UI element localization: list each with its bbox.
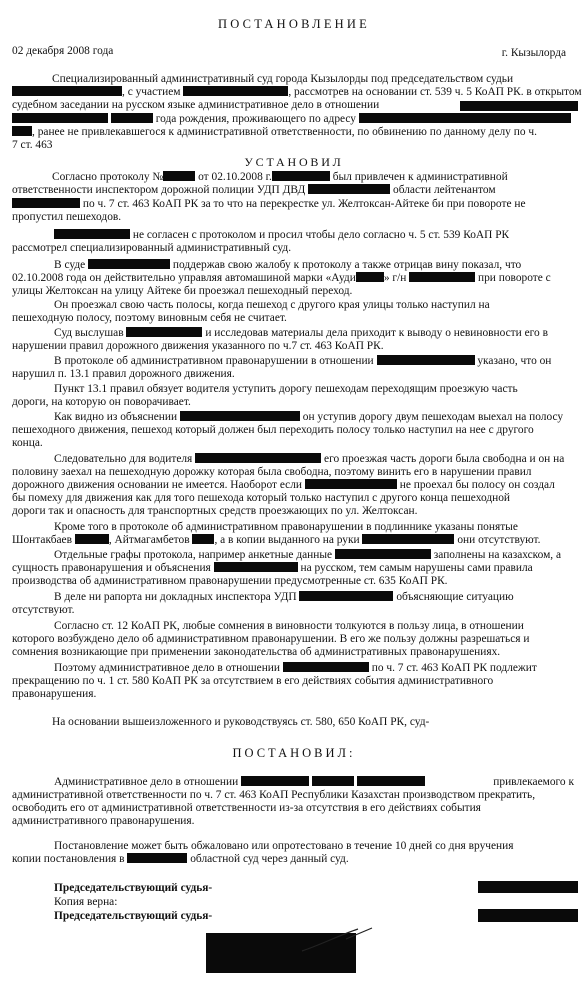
paragraph-line: дороги так и опасность для транспортных средств проезжающих по ул. Желтоксан. [12,505,418,517]
redaction-bar [299,591,393,601]
document-title: ПОСТАНОВЛЕНИЕ [218,17,370,31]
paragraph-line: рассмотрел специализированный административный суд. [12,242,292,254]
paragraph-line: копии постановления в областной суд через данный суд. [12,853,349,865]
redaction-bar [283,662,369,672]
redaction-bar [241,776,309,786]
redaction-bar [180,411,300,421]
paragraph-line: Отдельные графы протокола, например анкетные данные заполнены на казахском, а [54,549,562,561]
redaction-bar [12,126,32,136]
signature-copy-label: Копия верна: [54,896,118,908]
document-city: г. Кызылорда [501,47,566,59]
redaction-bar [272,171,330,181]
redaction-bar [127,853,187,863]
redaction-bar [409,272,475,282]
signature-stroke-mark [300,925,380,955]
section-title-ustanovil: УСТАНОВИЛ [244,155,344,169]
redaction-bar [356,272,384,282]
paragraph-line: прекращению по ч. 1 ст. 580 КоАП РК за отсутствием в его действиях события административного [12,675,494,687]
redaction-bar [335,549,431,559]
paragraph-line: Кроме того в протоколе об административном правонарушении в подлиннике указаны понятые [54,521,518,533]
paragraph-line: 02.10.2008 года он действительно управляя автомашиной марки «Ауди » г/н при повороте с [12,272,551,284]
paragraph-line: На основании вышеизложенного и руководствуясь ст. 580, 650 КоАП РК, суд- [52,716,430,728]
intro-line: 7 ст. 463 [12,139,53,151]
paragraph-line: конца. [12,437,43,449]
paragraph-line: освободить его от административной ответственности из-за отсутствия в его действиях события [12,802,481,814]
paragraph-line: В деле ни рапорта ни докладных инспектора УДП объясняющие ситуацию [54,591,514,603]
redaction-bar [54,229,130,239]
paragraph-line: административной ответственности по ч. 7 ст. 463 КоАП Республики Казахстан производством прекратить, [12,789,536,801]
paragraph-line: дорожного движения основании не имеется. Наоборот если не проехал бы полосу он создал [12,479,555,491]
redaction-bar [12,113,108,123]
intro-line: года рождения, проживающего по адресу [12,113,571,126]
redaction-bar [195,453,321,463]
paragraph-line: половину заехал на пешеходную дорожку которая была свободна, поэтому винить его в нарушении правил [12,466,532,478]
redaction-bar [478,881,578,893]
redaction-bar [111,113,153,123]
intro-line: судебном заседании на русском языке административное дело в отношении [12,99,380,111]
redaction-bar [460,101,578,111]
paragraph-line: нарушил п. 13.1 правил дорожного движения. [12,368,235,380]
paragraph-line: Как видно из объяснении он уступив дорогу двум пешеходам выехал на полосу [54,411,564,423]
redaction-bar [478,909,578,922]
paragraph-line: Согласно ст. 12 КоАП РК, любые сомнения в виновности толкуются в пользу лица, в отношении [54,620,524,632]
redaction-bar [214,562,298,572]
redaction-bar [312,776,354,786]
intro-line: Специализированный административный суд города Кызылорды под председательством судьи [52,73,514,85]
paragraph-line: Пункт 13.1 правил обязует водителя уступить дорогу пешеходам переходящим проезжую часть [54,383,518,395]
paragraph-line: Постановление может быть обжаловано или опротестовано в течение 10 дней со дня вручения [54,840,514,852]
paragraph-line: по ч. 7 ст. 463 КоАП РК за то что на перекрестке ул. Желтоксан-Айтеке би при повороте не [12,198,526,211]
document-date: 02 декабря 2008 года [12,45,114,57]
paragraph-line: В протоколе об административном правонарушении в отношении указано, что он [54,355,552,367]
redaction-bar [75,534,109,544]
paragraph-line: Он проезжал свою часть полосы, когда пешеход с другого края улицы только наступил на [54,299,490,311]
redaction-bar [357,776,425,786]
paragraph-line: которого возбуждено дело об административном правонарушении. В его же пользу должны разрешаться и [12,633,530,645]
paragraph-line: пешеходного движения, пешеход который должен был переходить полосу только наступил на нее с другого [12,424,534,436]
paragraph-line: производства об административном правонарушении предусмотренные ст. 635 КоАП РК. [12,575,448,587]
redaction-bar [163,171,195,181]
paragraph-line: Поэтому административное дело в отношении по ч. 7 ст. 463 КоАП РК подлежит [54,662,537,674]
redaction-bar [126,327,202,337]
paragraph-line: В суде поддержав свою жалобу к протоколу а также отрицав вину показал, что [54,259,522,271]
paragraph-line: сущность правонарушения и объяснения на русском, тем самым нарушены сами правила [12,562,533,574]
redaction-bar [377,355,475,365]
redaction-bar [305,479,397,489]
redaction-bar [12,198,80,208]
paragraph-line: привлекаемого к [493,776,574,788]
paragraph-line: Согласно протоколу № от 02.10.2008 г. был привлечен к административной [52,171,508,183]
redaction-bar [183,86,288,96]
paragraph-line: ответственности инспектором дорожной полиции УДП ДВД области лейтенантом [12,184,496,196]
section-title-postanovil: ПОСТАНОВИЛ: [232,746,356,760]
paragraph-line: бы помеху для движения как для того пешехода который только наступил с другого конца пешеходной [12,492,511,504]
redaction-bar [359,113,571,123]
paragraph-line: Административное дело в отношении [54,776,425,789]
paragraph-line: не согласен с протоколом и просил чтобы дело согласно ч. 5 ст. 539 КоАП РК [54,229,509,242]
paragraph-line: нарушении правил дорожного движения указанного по ч.7 ст. 463 КоАП РК. [12,340,384,352]
redaction-bar [88,259,170,269]
signature-judge-label: Председательствующий судья- [54,882,213,894]
signature-judge-label: Председательствующий судья- [54,910,213,922]
paragraph-line: Следовательно для водителя его проезжая часть дороги была свободна и он на [54,453,565,465]
intro-line: , с участием , рассмотрев на основании ст. 539 ч. 5 КоАП РК. в открытом [12,86,582,99]
paragraph-line: улицы Желтоксан на улицу Айтеке би проезжал пешеходный переход. [12,285,353,297]
paragraph-line: Суд выслушав и исследовав материалы дела приходит к выводу о невиновности его в [54,327,548,339]
paragraph-line: отсутствуют. [12,604,75,616]
redaction-bar [12,86,122,96]
intro-line: , ранее не привлекавшегося к административной ответственности, по обвинению по данному делу по ч. [12,126,537,139]
paragraph-line: дороги, на которую он поворачивает. [12,396,191,408]
redaction-bar [308,184,390,194]
paragraph-line: сомнения возникающие при применении законодательства об административных правонарушениях. [12,646,501,658]
paragraph-line: Шонтакбаев , Айтмагамбетов , а в копии выданного на руки они отсутствуют. [12,534,541,546]
paragraph-line: пешеходную полосу, поэтому виновным себя не считает. [12,312,287,324]
redaction-bar [362,534,454,544]
paragraph-line: правонарушения. [12,688,97,700]
redaction-bar [192,534,214,544]
paragraph-line: пропустил пешеходов. [12,211,122,223]
paragraph-line: административного правонарушения. [12,815,195,827]
